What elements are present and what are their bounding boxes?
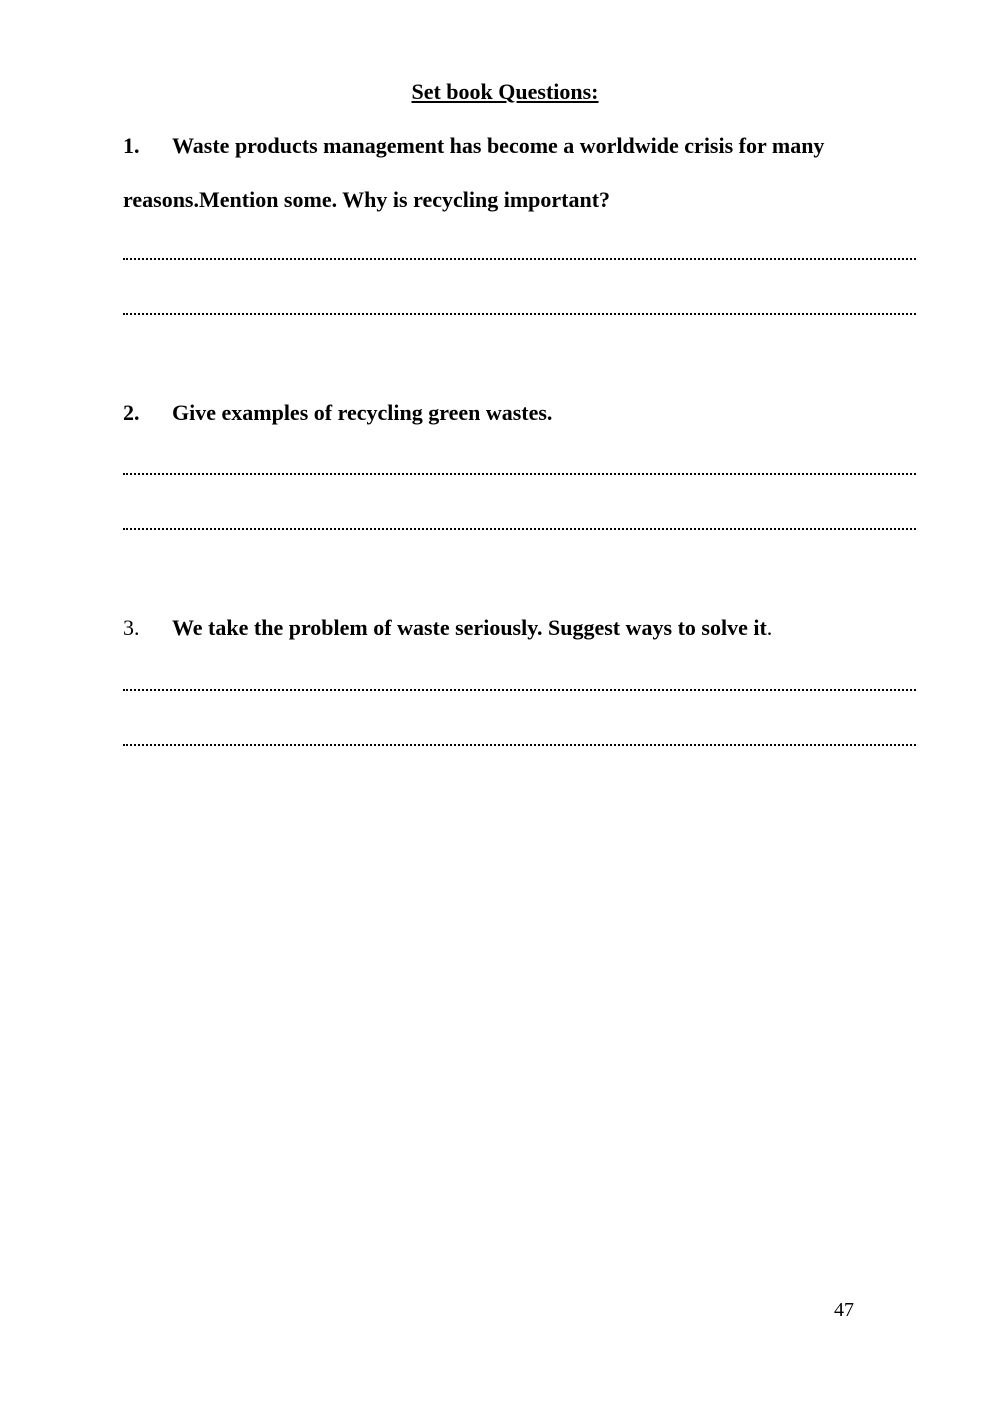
- question-3-text: We take the problem of waste seriously. Suggest ways to solve it: [172, 615, 767, 640]
- page-number: 47: [834, 1299, 854, 1321]
- question-3: [123, 614, 772, 642]
- question-1-text: Waste products management has become a worldwide crisis for many: [172, 133, 825, 158]
- question-3-trailing: .: [766, 615, 773, 640]
- question-2-number: 2.: [123, 400, 140, 425]
- question-1-text-continued: reasons.Mention some. Why is recycling important?: [123, 187, 611, 212]
- answer-line-3a[interactable]: [123, 689, 916, 691]
- page-title: Set book Questions:: [411, 79, 599, 104]
- answer-line-3b[interactable]: [123, 744, 916, 746]
- answer-line-2b[interactable]: [123, 528, 916, 530]
- answer-line-1a[interactable]: [123, 258, 916, 260]
- question-1-number: 1.: [123, 133, 140, 158]
- question-1: [123, 132, 824, 160]
- answer-line-2a[interactable]: [123, 473, 916, 475]
- question-2: [123, 399, 552, 427]
- question-3-number: 3.: [123, 615, 140, 640]
- answer-line-1b[interactable]: [123, 313, 916, 315]
- question-2-text: Give examples of recycling green wastes.: [172, 400, 553, 425]
